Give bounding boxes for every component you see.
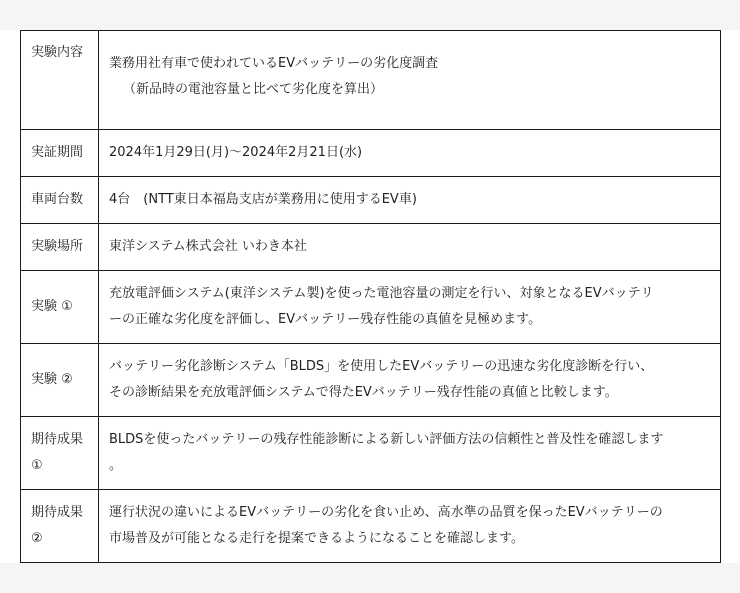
label-text: 期待成果	[31, 505, 84, 520]
label-text: 車両台数	[31, 192, 84, 207]
row-value-vehicle-count	[99, 177, 721, 224]
row-value-expected-outcome-1	[99, 417, 721, 490]
label-text: ②	[31, 531, 43, 546]
value-line: 業務用社有車で使われているEVバッテリーの劣化度調査	[109, 56, 439, 71]
label-text: 実験 ②	[31, 372, 73, 387]
row-label-expected-outcome-2	[21, 490, 99, 563]
row-label-experiment-2	[21, 344, 99, 417]
label-text: ①	[31, 458, 43, 473]
table-row	[21, 417, 721, 490]
value-line: 。	[109, 458, 123, 473]
table-row	[21, 130, 721, 177]
table-row	[21, 344, 721, 417]
table-row	[21, 490, 721, 563]
label-text: 実験場所	[31, 239, 84, 254]
value-line: （新品時の電池容量と比べて劣化度を算出）	[123, 82, 384, 97]
value-line: バッテリー劣化診断システム「BLDS」を使用したEVバッテリーの迅速な劣化度診断を行い、	[109, 359, 654, 374]
document-sheet	[0, 30, 740, 563]
row-label-experiment-content	[21, 31, 99, 130]
label-text: 実証期間	[31, 145, 84, 160]
table-row	[21, 177, 721, 224]
row-value-experiment-2	[99, 344, 721, 417]
value-line: 2024年1月29日(月)〜2024年2月21日(水)	[109, 145, 363, 160]
row-label-period	[21, 130, 99, 177]
row-value-period	[99, 130, 721, 177]
label-text: 期待成果	[31, 432, 84, 447]
label-text: 実験内容	[31, 45, 84, 60]
value-line: BLDSを使ったバッテリーの残存性能診断による新しい評価方法の信頼性と普及性を確認します	[109, 432, 664, 447]
table-row	[21, 271, 721, 344]
row-label-expected-outcome-1	[21, 417, 99, 490]
row-value-experiment-1	[99, 271, 721, 344]
value-line: 市場普及が可能となる走行を提案できるようになることを確認します。	[109, 531, 524, 546]
value-line: 充放電評価システム(東洋システム製)を使った電池容量の測定を行い、対象となるEVバッテリ	[109, 286, 654, 301]
value-line: 運行状況の違いによるEVバッテリーの劣化を食い止め、高水準の品質を保ったEVバッテリーの	[109, 505, 663, 520]
value-line: ーの正確な劣化度を評価し、EVバッテリー残存性能の真値を見極めます。	[109, 312, 542, 327]
value-line: その診断結果を充放電評価システムで得たEVバッテリー残存性能の真値と比較します。	[109, 385, 618, 400]
row-label-location	[21, 224, 99, 271]
value-line: 東洋システム株式会社 いわき本社	[109, 239, 307, 254]
row-value-experiment-content	[99, 31, 721, 130]
table-row	[21, 31, 721, 130]
table-row	[21, 224, 721, 271]
row-label-experiment-1	[21, 271, 99, 344]
row-value-expected-outcome-2	[99, 490, 721, 563]
row-label-vehicle-count	[21, 177, 99, 224]
experiment-overview-table	[20, 30, 721, 563]
label-text: 実験 ①	[31, 299, 73, 314]
value-line: 4台 (NTT東日本福島支店が業務用に使用するEV車)	[109, 192, 417, 207]
row-value-location	[99, 224, 721, 271]
